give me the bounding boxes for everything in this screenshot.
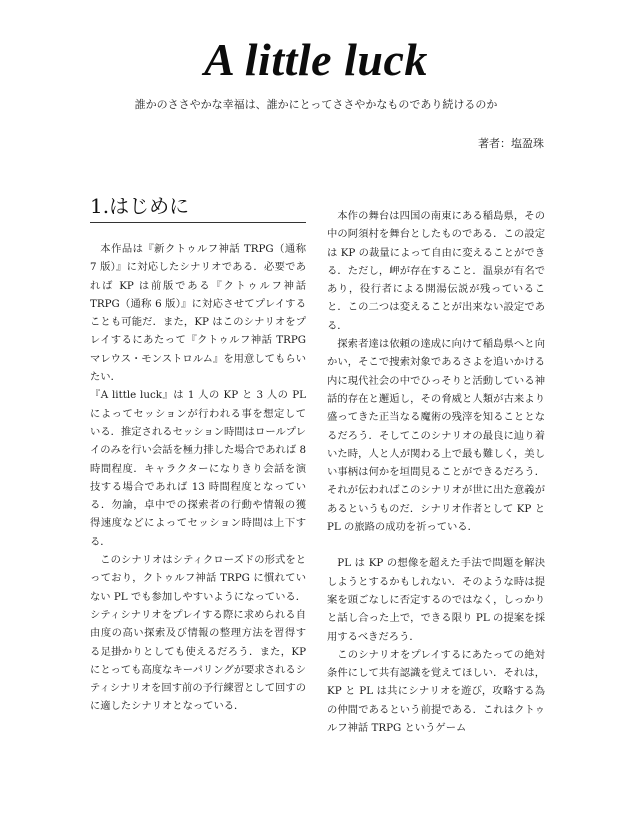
paragraph: PL は KP の想像を超えた手法で問題を解決しようとするかもしれない．そのような時は提案を頭ごなしに否定するのではなく，しっかりと話し合った上で，できる限り PL の提案を採用するべきだろう． bbox=[327, 557, 545, 643]
section-heading: 1.はじめに bbox=[90, 192, 306, 223]
paragraph-gap bbox=[327, 536, 545, 554]
left-text-column bbox=[90, 240, 317, 716]
author-credit: 著者：塩盈珠 bbox=[478, 137, 544, 150]
document-title: A little luck bbox=[204, 34, 428, 85]
paragraph: このシナリオをプレイするにあたっての絶対条件にして共有認識を覚えてほしい．それは，KP と PL は共にシナリオを遊び，攻略する為の仲間であるという前提である．これはクトゥルフ神話 TRPG というゲーム bbox=[327, 648, 545, 735]
document-subtitle: 誰かのささやかな幸福は、誰かにとってささやかなものであり続けるのか bbox=[134, 98, 498, 111]
paragraph: 探索者達は依頼の達成に向けて稲島県へと向かい，そこで捜索対象であるさよを追いかける内に現代社会の中でひっそりと活動している神話的存在と邂逅し，その脅威と人類が古来より盛ってきた正当なる魔術の残滓を知ることとなるだろう．そしてこのシナリオの最良に辿り着いた時，人と人が関わる上で最も難しく，美しい事柄は何かを垣間見ることができるだろう．それが伝わればこのシナリオが世に出た意義があるというものだ．シナリオ作者として KP と PL の旅路の成功を祈っている． bbox=[327, 338, 545, 534]
paragraph: 本作の舞台は四国の南東にある稲島県，その中の阿須村を舞台としたものである．この設定は KP の裁量によって自由に変えることができる．ただし，岬が存在すること．温泉が有名であり，役行者による開湯伝説が残っていること．この二つは変えることが出来ない設定である． bbox=[327, 210, 545, 332]
paragraph: 『A little luck』は 1 人の KP と 3 人の PL によってセッションが行われる事を想定している．推定されるセッション時間はロールプレイのみを行い会話を極力排した場合であれば 8 時間程度．キャラクターになりきり会話を演技する場合であれば 13 時間程度となっている．勿論，卓中での探索者の行動や情報の獲得速度などによってセッション時間は上下する． bbox=[90, 389, 306, 548]
right-text-column bbox=[327, 207, 545, 737]
paragraph: 本作品は『新クトゥルフ神話 TRPG（通称 7 版）』に対応したシナリオである．必要であれば KP は前版である『クトゥルフ神話 TRPG（通称 6 版）』に対応させてプレイすることも可能だ．また，KP はこのシナリオをプレイするにあたって『クトゥルフ神話 TRPG マレウス・モンストロルム』を用意してもらいたい． bbox=[90, 243, 317, 384]
paragraph: このシナリオはシティクローズドの形式をとっており，クトゥルフ神話 TRPG に慣れていない PL でも参加しやすいようになっている．シティシナリオをプレイする際に求められる自由度の高い探索及び情報の整理方法を習得する足掛かりとしても使えるだろう．また，KP にとっても高度なキーパリングが要求されるシティシナリオを回す前の予行練習として回すのに適したシナリオとなっている． bbox=[90, 554, 306, 713]
